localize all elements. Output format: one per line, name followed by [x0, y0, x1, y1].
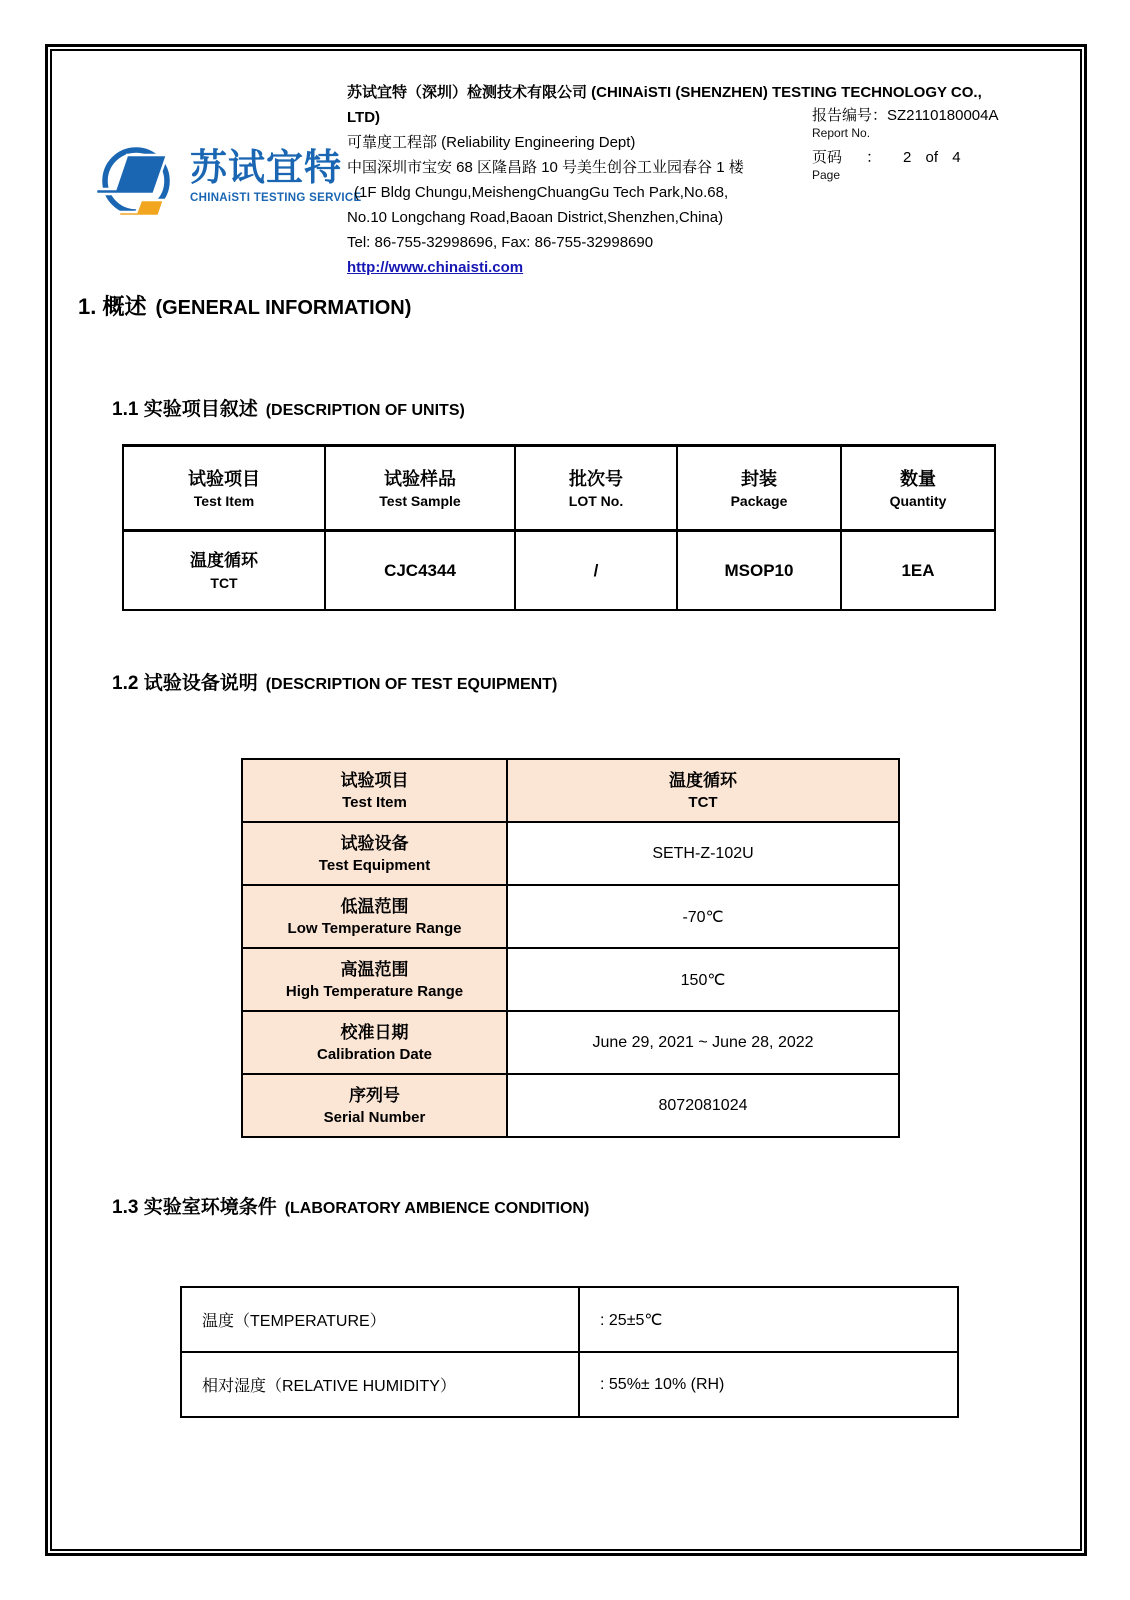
equipment-label-en: High Temperature Range — [285, 983, 464, 1000]
units-col-test-sample-en: Test Sample — [379, 492, 461, 509]
report-info-block — [812, 106, 999, 183]
equipment-row-high-temp — [242, 948, 899, 1011]
equipment-label-cn: 高温范围 — [340, 960, 409, 979]
equipment-row-calibration-date — [242, 1011, 899, 1074]
report-no-value: SZ2110180004A — [887, 107, 999, 124]
equipment-label-cell — [242, 948, 507, 1011]
equipment-label-cell — [242, 885, 507, 948]
section-units-title — [112, 394, 465, 421]
units-table-header-row — [123, 446, 995, 531]
ambience-row-humidity — [181, 1352, 958, 1417]
section-equipment-title-cn: 1.2 试验设备说明 — [112, 673, 258, 694]
company-name-line1: 苏试宜特（深圳）检测技术有限公司 (CHINAiSTI (SHENZHEN) TESTING TECHNOLOGY CO., — [347, 84, 982, 101]
section-units-title-en: (DESCRIPTION OF UNITS) — [265, 402, 465, 419]
units-col-test-sample — [325, 446, 515, 531]
section-ambience-title-en: (LABORATORY AMBIENCE CONDITION) — [284, 1200, 590, 1217]
tel-fax-line: Tel: 86-755-32998696, Fax: 86-755-32998690 — [347, 234, 654, 251]
equipment-header-row — [242, 759, 899, 822]
units-col-quantity — [841, 446, 995, 531]
units-cell-quantity: 1EA — [841, 531, 995, 611]
equipment-header-value-cell — [507, 759, 899, 822]
equipment-value-low-temp: -70℃ — [507, 885, 899, 948]
units-col-lot-no-en: LOT No. — [568, 492, 624, 509]
equipment-label-en: Test Equipment — [318, 857, 431, 874]
equipment-value-calibration-date: June 29, 2021 ~ June 28, 2022 — [507, 1011, 899, 1074]
equipment-value-high-temp: 150℃ — [507, 948, 899, 1011]
units-col-quantity-cn: 数量 — [900, 468, 936, 489]
units-col-lot-no-cn: 批次号 — [569, 468, 623, 489]
company-logo — [94, 142, 362, 228]
section-ambience-title-cn: 1.3 实验室环境条件 — [112, 1197, 277, 1218]
equipment-label-cell — [242, 1074, 507, 1137]
section-general-title-cn: 1. 概述 — [78, 294, 147, 319]
department-line: 可靠度工程部 (Reliability Engineering Dept) — [347, 134, 636, 151]
section-general-title-en: (GENERAL INFORMATION) — [155, 297, 412, 319]
units-col-test-item — [123, 446, 325, 531]
units-col-quantity-en: Quantity — [889, 492, 947, 509]
section-equipment-title-en: (DESCRIPTION OF TEST EQUIPMENT) — [265, 676, 558, 693]
section-units-title-cn: 1.1 实验项目叙述 — [112, 399, 258, 420]
ambience-table — [180, 1286, 959, 1418]
units-cell-test-item-cn: 温度循环 — [190, 551, 258, 570]
equipment-label-cn: 序列号 — [349, 1086, 400, 1105]
units-table-data-row — [123, 531, 995, 611]
section-general-title — [78, 290, 411, 321]
units-cell-test-item — [123, 531, 325, 611]
page-label-en: Page — [812, 168, 841, 182]
units-col-package — [677, 446, 841, 531]
units-col-package-en: Package — [730, 492, 788, 509]
equipment-row-serial-number — [242, 1074, 899, 1137]
report-no-label-en: Report No. — [812, 126, 871, 140]
units-col-lot-no — [515, 446, 677, 531]
equipment-label-en: Low Temperature Range — [287, 920, 462, 937]
equipment-table — [241, 758, 900, 1138]
equipment-header-label-cn: 试验项目 — [340, 771, 409, 790]
units-col-package-cn: 封装 — [741, 468, 777, 489]
brand-name-en: CHINAiSTI TESTING SERVICE — [190, 192, 362, 204]
equipment-value-test-equipment: SETH-Z-102U — [507, 822, 899, 885]
equipment-label-cell — [242, 1011, 507, 1074]
address-en-line1: (1F Bldg Chungu,MeishengChuangGu Tech Park,No.68, — [354, 184, 729, 201]
ambience-value-humidity: : 55%± 10% (RH) — [579, 1352, 958, 1417]
page-number-value: 2 of 4 — [903, 149, 961, 166]
equipment-value-serial-number: 8072081024 — [507, 1074, 899, 1137]
report-no-label-cn: 报告编号： — [812, 107, 888, 124]
equipment-label-en: Calibration Date — [316, 1046, 433, 1063]
equipment-header-value-en: TCT — [688, 794, 718, 811]
address-cn: 中国深圳市宝安 68 区隆昌路 10 号美生创谷工业园春谷 1 楼 — [347, 159, 744, 176]
section-ambience-title — [112, 1192, 589, 1219]
brand-name-cn: 苏试宜特 — [190, 147, 342, 188]
company-name-line2: LTD) — [347, 109, 381, 126]
ambience-row-temperature — [181, 1287, 958, 1352]
equipment-label-cn: 低温范围 — [340, 897, 409, 916]
units-table — [122, 444, 996, 611]
units-col-test-sample-cn: 试验样品 — [384, 468, 456, 489]
page-colon: ： — [866, 149, 882, 166]
units-col-test-item-cn: 试验项目 — [188, 468, 260, 489]
section-equipment-title — [112, 668, 557, 695]
units-cell-test-item-en: TCT — [210, 575, 238, 591]
units-col-test-item-en: Test Item — [193, 492, 255, 509]
equipment-label-cn: 校准日期 — [340, 1023, 409, 1042]
brand-text-block — [190, 142, 362, 204]
equipment-header-label-en: Test Item — [342, 794, 407, 811]
equipment-label-cn: 试验设备 — [340, 834, 409, 853]
equipment-header-label-cell — [242, 759, 507, 822]
ambience-label-temperature: 温度（TEMPERATURE） — [181, 1287, 579, 1352]
website-link[interactable]: http://www.chinaisti.com — [347, 259, 524, 276]
page-label-cn: 页码 — [812, 149, 843, 166]
equipment-label-en: Serial Number — [323, 1109, 426, 1126]
units-cell-package: MSOP10 — [677, 531, 841, 611]
ambience-label-humidity: 相对湿度（RELATIVE HUMIDITY） — [181, 1352, 579, 1417]
equipment-header-value-cn: 温度循环 — [669, 771, 737, 790]
units-cell-lot-no: / — [515, 531, 677, 611]
ambience-value-temperature: : 25±5℃ — [579, 1287, 958, 1352]
units-cell-test-sample: CJC4344 — [325, 531, 515, 611]
equipment-label-cell — [242, 822, 507, 885]
address-en-line2: No.10 Longchang Road,Baoan District,Shenzhen,China) — [347, 209, 724, 226]
equipment-row-test-equipment — [242, 822, 899, 885]
equipment-row-low-temp — [242, 885, 899, 948]
chinaisti-logo-icon — [94, 142, 178, 228]
